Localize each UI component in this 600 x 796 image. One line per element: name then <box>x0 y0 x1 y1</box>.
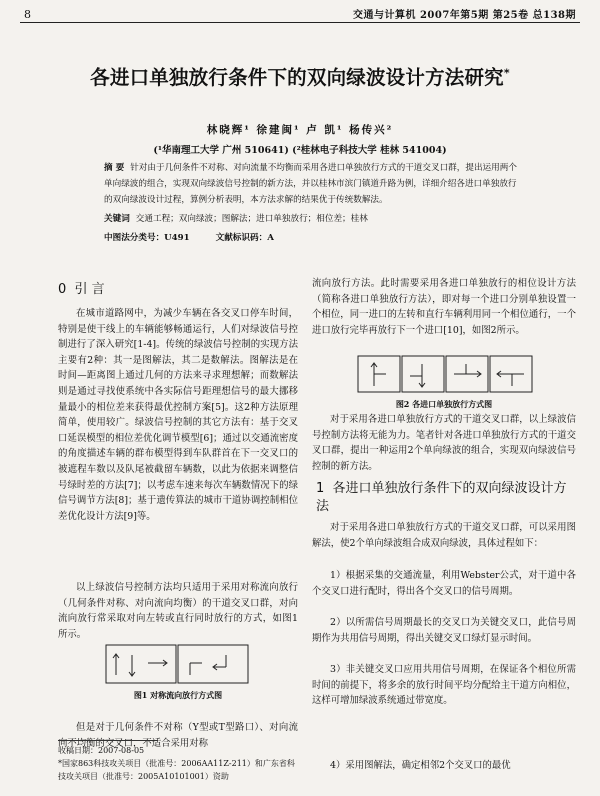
keywords <box>104 211 524 227</box>
doc-code-value: A <box>267 233 274 243</box>
section-0-heading <box>58 278 105 297</box>
figure-1-phase-2 <box>178 645 248 683</box>
intro-paragraph-2: 以上绿波信号控制方法均只适用于采用对称流向放行（几何条件对称、对向流向均衡）的干道交叉口群，对向流向放行常采取对向左转或直行同时放行的方式，如图1所示。 <box>58 582 298 640</box>
step-1: 1）根据采集的交通流量，利用Webster公式，对干道中各个交叉口进行配时，得出各个交叉口的信号周期。 <box>312 570 576 597</box>
affiliations: (¹华南理工大学 广州 510641) (²桂林电子科技大学 桂林 541004) <box>153 145 447 156</box>
right-paragraph-3: 对于采用各进口单独放行方式的干道交叉口群，可以采用图解法，使2个单向绿波组合成双向绿波，具体过程如下： <box>312 522 576 549</box>
step-2: 2）以所需信号周期最长的交叉口为关键交叉口，此信号周期作为共用信号周期，得出关键交叉口绿灯显示时间。 <box>312 617 576 644</box>
classification <box>104 230 524 246</box>
abstract <box>104 160 524 208</box>
authors: 林晓辉¹ 徐建闽¹ 卢 凯¹ 杨传兴² <box>206 124 394 136</box>
title-text: 各进口单独放行条件下的双向绿波设计方法研究 <box>90 66 504 89</box>
section-0-title: 引 言 <box>74 282 105 297</box>
figure-2-caption: 图2 各进口单独放行方式图 <box>395 399 493 409</box>
figure-1-caption: 图1 对称流向放行方式图 <box>133 690 223 700</box>
header-rule <box>20 22 580 23</box>
section-1-heading <box>316 480 578 516</box>
paper-title <box>0 62 600 90</box>
right-paragraph-1: 流向放行方法。此时需要采用各进口单独放行的相位设计方法（简称各进口单独放行方法），即对每一个进口分别单独设置一个相位，同一进口的左转和直行车辆利用同一个相位通行，一个进口放行完毕再放行下一个进口[10]，如图2所示。 <box>312 278 576 336</box>
footnotes <box>58 744 298 783</box>
keywords-text: 交通工程；双向绿波；图解法；进口单独放行；相位差；桂林 <box>135 214 368 224</box>
figure-2-approach-2 <box>402 356 444 392</box>
section-1-title: 各进口单独放行条件下的双向绿波设计方法 <box>316 481 567 514</box>
intro-paragraph-1: 在城市道路网中，为减少车辆在各交叉口停车时间，特别是使干线上的车辆能够畅通运行，人们对绿波信号控制进行了深入研究[1-4]。传统的绿波信号控制的实现方法主要有2种：其一是图解法，其二是数解法。图解法是在时间—距离图上通过几何的方法来寻求理想解；而数解法则是通过寻找使系统中各实际信号距理想信号的最大挪移量最小的相位差来获得最优控制方案[5]。这2种方法原理简单，使用较广。绿波信号控制的其它方法有：基于交叉口延误模型的相位差优化调节模型[6]；通过以交通流密度的角度描述车辆的群布模型得到车队群首在下一交叉口的被遮程车数以及队尾被截留车辆数，以此为依据来调整信号绿时差的方法[7]；以考虑车速来每次车辆数情况下的绿信号调节方法[8]；基于遗传算法的城市干道协调控制相位差优化设计方法[9]等。 <box>58 308 298 522</box>
right-paragraph-2: 对于采用各进口单独放行方式的干道交叉口群，以上绿波信号控制方法将无能为力。笔者针对各进口单独放行方式的干道交叉口群，提出一种运用2个单向绿波的组合，实现双向绿波信号控制的新方法。 <box>312 414 576 472</box>
clc-value: U491 <box>164 233 190 243</box>
footnote-funding: *国家863科技攻关项目（批准号：2006AA11Z-211）和广东省科技攻关项目（批准号：2005A10101001）资助 <box>58 759 295 781</box>
step-4: 4）采用图解法，确定相邻2个交叉口的最优 <box>330 760 511 771</box>
footnote-received: 收稿日期：2007-08-05 <box>58 746 145 755</box>
journal-header: 交通与计算机 2007年第5期 第25卷 总138期 <box>352 10 576 21</box>
page-number: 8 <box>24 8 31 21</box>
title-footnote-mark: * <box>503 66 510 80</box>
figure-1-diagram <box>104 641 250 689</box>
intro-paragraph-3: 但是对于几何条件不对称（Y型或T型路口）、对向流向不均衡的交叉口，不适合采用对称 <box>58 722 298 749</box>
keywords-label: 关键词 <box>104 214 130 224</box>
doc-code-label: 文献标识码： <box>215 233 268 243</box>
step-3: 3）非关键交叉口应用共用信号周期，在保证各个相位所需时间的前提下，将多余的放行时间平均分配给主干道方向相位，这样可增加绿波系统通过带宽度。 <box>312 664 576 707</box>
abstract-label: 摘 要 <box>104 163 125 173</box>
abstract-text: 针对由于几何条件不对称、对向流量不均衡而采用各进口单独放行方式的干道交叉口群，提出运用两个单向绿波的组合，实现双向绿波信号控制的新方法，并以桂林市滨门镇道升路为例，详细介绍各进口单独放行的双向绿波设计过程，算例分析表明，本方法求解的结果优于传统数解法。 <box>104 163 517 205</box>
section-0-number: 0 <box>58 282 67 297</box>
clc-label: 中图法分类号： <box>104 233 165 243</box>
footnote-rule <box>58 740 158 741</box>
section-1-number: 1 <box>316 481 325 496</box>
figure-2-diagram <box>356 352 534 398</box>
